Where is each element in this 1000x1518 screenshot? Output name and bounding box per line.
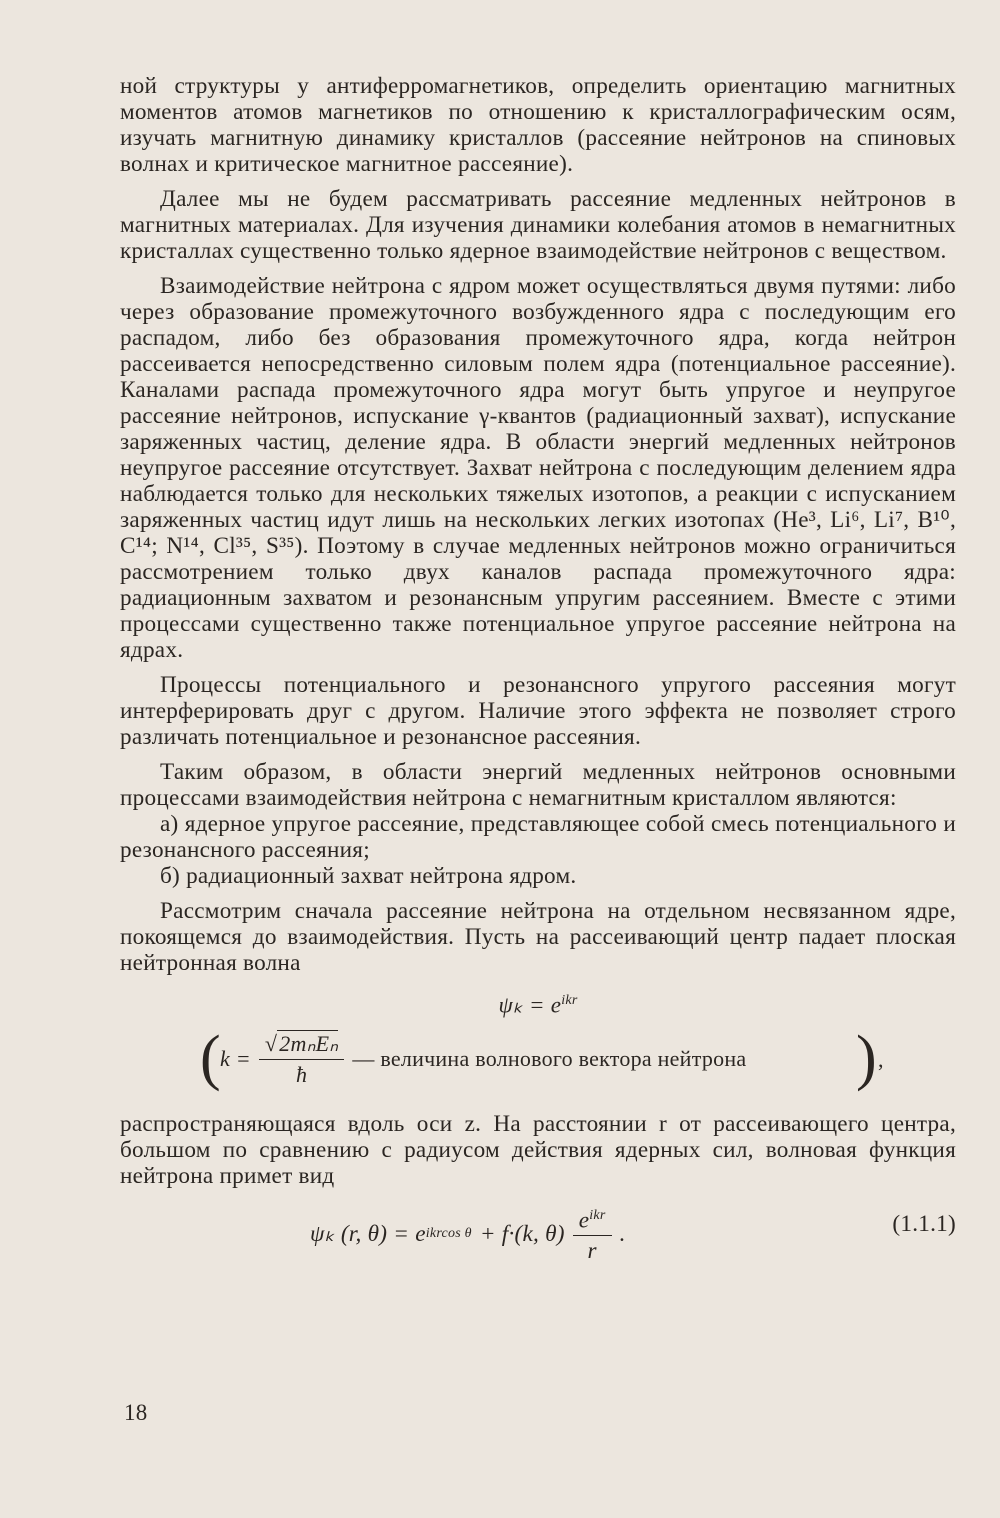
formula-main-frac-exp: ikr	[589, 1207, 606, 1223]
formula-main-lhs: ψₖ (r, θ) = e	[310, 1220, 426, 1247]
paragraph-4: Процессы потенциального и резонансного упругого рассеяния могут интерферировать друг с другом. Наличие этого эффекта не позволяет строго различать потенциальное и резонансное рассеяния.	[120, 672, 956, 750]
formula-k-body	[220, 1031, 746, 1088]
formula-main-frac-num	[573, 1203, 612, 1237]
formula-k-description: — величина волнового вектора нейтрона	[352, 1046, 747, 1072]
formula-1-1-1	[120, 1195, 956, 1265]
formula-k-sqrt-content: 2mₙEₙ	[279, 1030, 339, 1056]
formula-1-1-1-body	[310, 1203, 626, 1265]
formula-k-fraction	[259, 1031, 344, 1088]
formula-k-trailing: ,	[878, 1046, 884, 1072]
formula-main-end: .	[619, 1220, 626, 1247]
left-paren-glyph: (	[200, 1023, 221, 1092]
formula-main-exp1: ikrcos θ	[425, 1225, 472, 1241]
formula-main-frac-base: e	[578, 1207, 590, 1234]
formula-k-definition	[120, 1023, 956, 1097]
right-paren-glyph: )	[856, 1023, 877, 1092]
paragraph-1: ной структуры у антиферромагнетиков, определить ориентацию магнитных моментов атомов магнетиков по отношению к кристаллографическим осям, изучать магнитную динамику кристаллов (рассеяние нейтронов на спиновых волнах и критическое магнитное рассеяние).	[120, 73, 956, 177]
list-item-a: а) ядерное упругое рассеяние, представляющее собой смесь потенциального и резонансного рассеяния;	[120, 811, 956, 863]
formula-plane-wave-exponent: ikr	[561, 993, 578, 1008]
formula-k-lhs: k =	[220, 1046, 251, 1072]
paragraph-3: Взаимодействие нейтрона с ядром может осуществляться двумя путями: либо через образование промежуточного возбужденного ядра с последующим его распадом, либо без образования промежуточного ядра, когда нейтрон рассеивается непосредственно силовым полем ядра (потенциальное рассеяние). Каналами распада промежуточного ядра могут быть упругое и неупругое рассеяние нейтронов, испускание γ-квантов (радиационный захват), испускание заряженных частиц, деление ядра. В области энергий медленных нейтронов неупругое рассеяние отсутствует. Захват нейтрона с последующим делением ядра наблюдается только для нескольких тяжелых изотопов, а реакции с испусканием заряженных частиц идут лишь на нескольких легких изотопах (He³, Li⁶, Li⁷, B¹⁰, C¹⁴; N¹⁴, Cl³⁵, S³⁵). Поэтому в случае медленных нейтронов можно ограничиться рассмотрением только двух каналов распада промежуточного ядра: радиационным захватом и резонансным упругим рассеянием. Вместе с этими процессами существенно также потенциальное упругое рассеяние нейтрона на ядрах.	[120, 273, 956, 663]
formula-plane-wave	[120, 988, 956, 1019]
paragraph-8: распространяющаяся вдоль оси z. На расстоянии r от рассеивающего центра, большом по сравнению с радиусом действия ядерных сил, волновая функция нейтрона примет вид	[120, 1110, 956, 1189]
formula-plane-wave-lhs: ψₖ = e	[498, 992, 562, 1018]
formula-k-denominator: ħ	[295, 1061, 308, 1087]
paragraph-7: Рассмотрим сначала рассеяние нейтрона на отдельном несвязанном ядре, покоящемся до взаимодействия. Пусть на рассеивающий центр падает плоская нейтронная волна	[120, 898, 956, 976]
equation-number: (1.1.1)	[892, 1210, 956, 1237]
list-item-b: б) радиационный захват нейтрона ядром.	[160, 863, 577, 889]
formula-main-middle: + f·(k, θ)	[479, 1220, 565, 1247]
formula-main-fraction	[573, 1203, 612, 1265]
text-column	[120, 73, 956, 1265]
paragraph-2: Далее мы не будем рассматривать рассеяние медленных нейтронов в магнитных материалах. Для изучения динамики колебания атомов в немагнитных кристаллах существенно только ядерное взаимодействие нейтронов с веществом.	[120, 186, 956, 264]
formula-k-numerator: √2mₙEₙ	[259, 1031, 344, 1060]
formula-main-frac-den: r	[587, 1238, 597, 1265]
page-number: 18	[124, 1400, 148, 1425]
paragraph-5: Таким образом, в области энергий медленных нейтронов основными процессами взаимодействия нейтрона с немагнитным кристаллом являются:	[120, 759, 956, 811]
